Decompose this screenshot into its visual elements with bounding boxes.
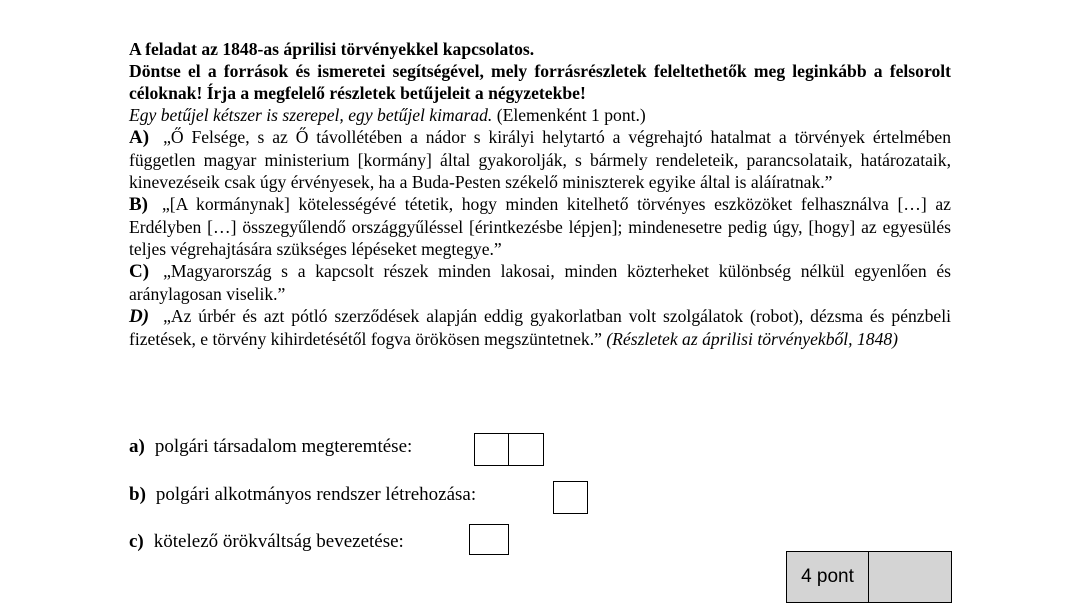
score-box: [786, 551, 952, 603]
source-c: [129, 260, 951, 305]
answer-boxes-b: [553, 481, 588, 514]
source-label: C): [129, 261, 150, 282]
question-text: polgári alkotmányos rendszer létrehozása:: [155, 484, 477, 505]
note-points: (Elemenként 1 pont.): [496, 105, 646, 125]
task-heading: A feladat az 1848-as áprilisi törvényekkel kapcsolatos.: [129, 39, 535, 59]
question-a: [129, 436, 412, 458]
source-label: D): [129, 306, 150, 327]
source-text: „Magyarország s a kapcsolt részek minden lakosai, minden közterheket különbség nélkül egyenlően és aránylagosan viselik.”: [129, 261, 951, 304]
source-a: [129, 126, 951, 193]
task-block: [129, 38, 951, 350]
answer-boxes-c: [469, 524, 509, 555]
question-text: kötelező örökváltság bevezetése:: [153, 531, 404, 552]
answer-box[interactable]: [474, 433, 509, 466]
source-label: A): [129, 127, 150, 148]
question-letter: b): [129, 484, 146, 505]
answer-box[interactable]: [509, 433, 544, 466]
task-note: [129, 104, 951, 126]
question-text: polgári társadalom megteremtése:: [154, 436, 413, 457]
answer-boxes-a: [474, 433, 544, 466]
note-italic: Egy betűjel kétszer is szerepel, egy betűjel kimarad.: [129, 105, 493, 125]
question-letter: a): [129, 436, 145, 457]
source-citation: (Részletek az áprilisi törvényekből, 1848): [606, 329, 899, 349]
question-letter: c): [129, 531, 144, 552]
task-instruction: Döntse el a források és ismeretei segítségével, mely forrásrészletek feleltethetők meg leginkább a felsorolt céloknak! Írja a megfelelő részletek betűjeleit a négyzetekbe!: [129, 61, 951, 103]
question-b: [129, 484, 476, 506]
source-label: B): [129, 194, 148, 215]
source-text: „Ő Felsége, s az Ő távollétében a nádor s királyi helytartó a végrehajtó hatalmat a törvények értelmében független magyar ministerium [kormány] által gyakorolják, s bármely rendeleteik, parancsolataik, határozataik, kinevezéseik csak úgy érvényesek, ha a Buda-Pesten székelő miniszterek egyike által is aláíratnak.”: [129, 127, 951, 192]
answer-box[interactable]: [553, 481, 588, 514]
answer-box[interactable]: [469, 524, 509, 555]
source-text: „[A kormánynak] kötelességévé tétetik, hogy minden kitelhető törvényes eszközöket felhasználva […] az Erdélyben […] összegyűlendő országgyűléssel [érintkezésbe lépjen]; mindenesetre pedig úgy, [hogy] az egyesülés teljes végrehajtására szükséges lépéseket megtegye.”: [129, 194, 951, 259]
question-c: [129, 531, 404, 553]
source-d: [129, 305, 951, 350]
source-text: „Az úrbér és azt pótló szerződések alapján eddig gyakorlatban volt szolgálatok (robot), dézsma és pénzbeli fizetések, e törvény kihirdetésétől fogva örökösen megszüntetnek.”: [129, 306, 951, 349]
source-b: [129, 193, 951, 260]
score-input-cell[interactable]: [869, 551, 952, 603]
score-label: 4 pont: [786, 551, 869, 603]
